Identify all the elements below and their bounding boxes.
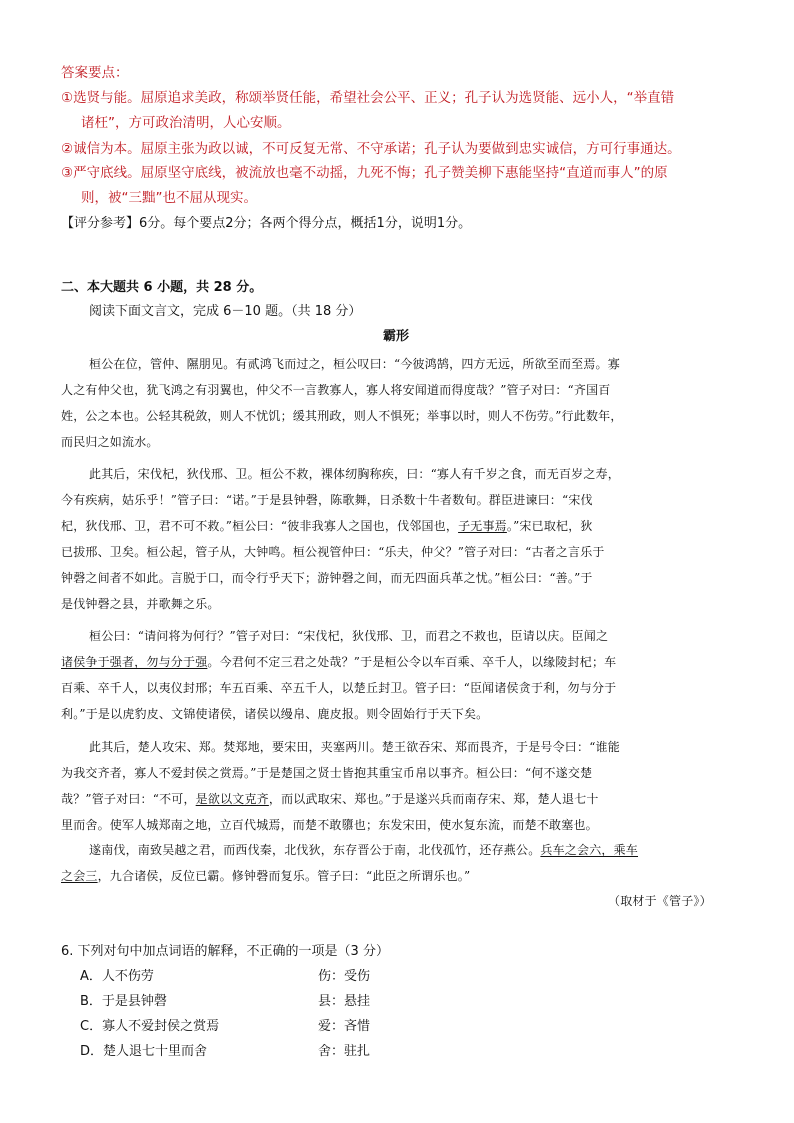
section-intro: 阅读下面文言文，完成 6－10 题。（共 18 分） — [89, 304, 362, 319]
option-d-meaning: 舍：驻扎 — [318, 1044, 371, 1059]
passage-line: 已拔邢、卫矣。桓公起，管子从，大钟鸣。桓公视管仲曰：“乐夫，仲父？”管子对曰：“古者之言乐于 — [61, 545, 605, 559]
passage-line: 此其后，宋伐杞，狄伐邢、卫。桓公不救，裸体纫胸称疾，曰：“寡人有千岁之食，而无百岁之寿， — [89, 467, 620, 481]
passage-line: 而民归之如流水。 — [61, 435, 159, 449]
passage-text: ，九合诸侯，反位已霸。修钟磬而复乐。管子曰：“此臣之所谓乐也。” — [97, 869, 471, 883]
passage-line: 为我交齐者，寡人不爱封侯之赏焉。”于是楚国之贤士皆抱其重宝币帛以事齐。桓公曰：“何不遂交楚 — [61, 766, 593, 780]
passage-line: 人之有仲父也，犹飞鸿之有羽翼也，仲父不一言教寡人，寡人将安闻道而得度哉？”管子对曰：“齐国百 — [61, 383, 611, 397]
passage-line — [89, 841, 638, 858]
answer-point-1-line-2: 诸枉”，方可政治清明，人心安顺。 — [81, 115, 291, 131]
passage-line: 是伐钟磬之县，并歌舞之乐。 — [61, 597, 220, 611]
passage-text: 。今君何不定三君之处哉？”于是桓公令以车百乘、卒千人，以缘陵封杞；车 — [207, 655, 617, 669]
passage-source: （取材于《管子》） — [608, 894, 712, 908]
underlined-phrase: 子无事焉 — [458, 519, 507, 533]
underlined-phrase: 是欲以文克齐 — [195, 792, 269, 806]
passage-text: 杞，狄伐邢、卫，君不可不救。”桓公曰：“彼非我寡人之国也，伐邻国也， — [61, 519, 459, 533]
passage-line: 桓公在位，管仲、隰朋见。有贰鸿飞而过之，桓公叹曰：“今彼鸿鹄，四方无远，所欲至而至焉。寡 — [89, 357, 620, 371]
option-b-text: B．于是县钟磬 — [80, 994, 167, 1009]
passage-text: 。”宋已取杞，狄 — [506, 519, 593, 533]
option-c-meaning: 爱：吝惜 — [318, 1019, 371, 1034]
passage-text: 遂南伐，南致吴越之君，而西伐秦，北伐狄，东存晋公于南，北伐孤竹，还存燕公。 — [89, 843, 541, 857]
option-b-meaning: 县：悬挂 — [318, 994, 371, 1009]
answer-point-3-line-1: ③严守底线。屈原坚守底线，被流放也毫不动摇，九死不悔；孔子赞美柳下惠能坚持“直道而事人”的原 — [61, 165, 668, 181]
passage-line: 姓，公之本也。公轻其税敛，则人不忧饥；缓其刑政，则人不惧死；举事以时，则人不伤劳。”行此数年， — [61, 409, 623, 423]
answer-point-3-line-2: 则，被“三黜”也不屈从现实。 — [81, 190, 257, 206]
answer-heading: 答案要点： — [61, 65, 129, 81]
underlined-phrase: 诸侯争于强者，勿与分于强 — [61, 655, 208, 669]
passage-text: 哉？”管子对曰：“不可， — [61, 792, 196, 806]
passage-title: 霸形 — [383, 329, 410, 344]
option-a-meaning: 伤：受伤 — [318, 969, 371, 984]
passage-line: 里而舍。使军人城郑南之地，立百代城焉，而楚不敢隳也；东发宋田，使水复东流，而楚不敢塞也。 — [61, 818, 598, 832]
passage-line — [61, 517, 593, 534]
passage-line: 钟磬之间者不如此。言脱于口，而令行乎天下；游钟磬之间，而无四面兵革之忧。”桓公曰：“善。”于 — [61, 571, 593, 585]
passage-line: 桓公曰：“请问将为何行？”管子对曰：“宋伐杞，狄伐邢、卫，而君之不救也，臣请以庆。臣闻之 — [89, 629, 609, 643]
passage-line: 今有疾病，姑乐乎！”管子曰：“诺。”于是县钟磬，陈歌舞，日杀数十牛者数旬。群臣进谏曰：“宋伐 — [61, 493, 593, 507]
option-a-text: A．人不伤劳 — [80, 969, 154, 984]
passage-line: 利。”于是以虎豹皮、文锦使诸侯，诸侯以缦帛、鹿皮报。则令固始行于天下矣。 — [61, 707, 489, 721]
passage-line — [61, 790, 599, 807]
question-6-stem: 6. 下列对句中加点词语的解释，不正确的一项是（3 分） — [61, 944, 389, 959]
option-d-text: D．楚人退七十里而舍 — [80, 1044, 208, 1059]
underlined-phrase: 兵车之会六，乘车 — [540, 843, 639, 857]
passage-line — [61, 653, 616, 670]
passage-line: 百乘、卒千人，以夷仪封邢；车五百乘、卒五千人，以楚丘封卫。管子曰：“臣闻诸侯贪于利，勿与分于 — [61, 681, 617, 695]
option-c-text: C．寡人不爱封侯之赏焉 — [80, 1019, 220, 1034]
passage-line: 此其后，楚人攻宋、郑。焚郑地，要宋田，夹塞两川。楚王欲吞宋、郑而畏齐，于是号令曰：“谁能 — [89, 740, 620, 754]
scoring-reference: 【评分参考】6分。每个要点2分；各两个得分点，概括1分，说明1分。 — [61, 216, 472, 231]
section-title: 二、本大题共 6 小题，共 28 分。 — [61, 280, 263, 295]
answer-point-2: ②诚信为本。屈原主张为政以诚，不可反复无常、不守承诺；孔子认为要做到忠实诚信，方可行事通达。 — [61, 141, 681, 157]
passage-line — [61, 867, 470, 884]
underlined-phrase: 之会三 — [61, 869, 98, 883]
answer-point-1-line-1: ①选贤与能。屈原追求美政，称颂举贤任能，希望社会公平、正义；孔子认为选贤能、远小人，“举直错 — [61, 90, 675, 106]
passage-text: ，而以武取宋、郑也。”于是遂兴兵而南存宋、郑，楚人退七十 — [268, 792, 599, 806]
